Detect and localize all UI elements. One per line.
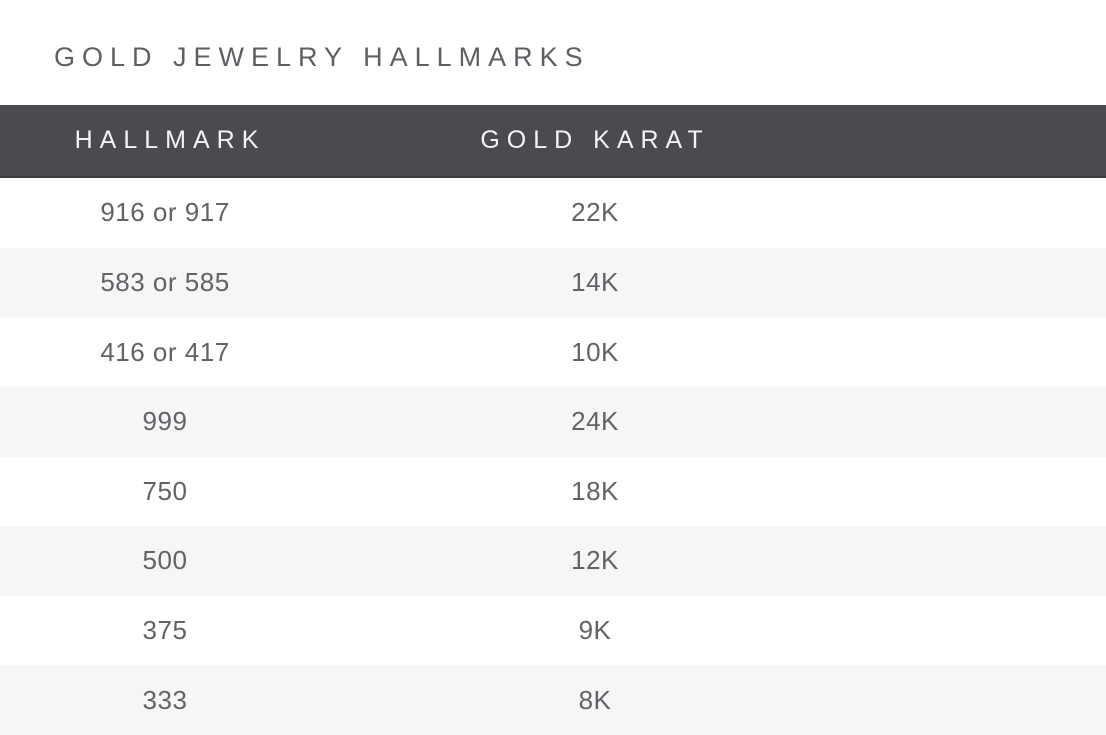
hallmarks-table-body bbox=[0, 178, 1106, 735]
hallmark-cell: 333 bbox=[142, 684, 188, 715]
table-row bbox=[0, 457, 1106, 527]
karat-cell: 8K bbox=[578, 684, 612, 715]
column-header-gold-karat: GOLD KARAT bbox=[480, 126, 710, 154]
hallmark-cell: 999 bbox=[142, 406, 188, 437]
hallmark-cell: 916 or 917 bbox=[100, 197, 230, 228]
table-row bbox=[0, 178, 1106, 248]
hallmark-cell: 583 or 585 bbox=[100, 266, 230, 297]
hallmark-cell: 500 bbox=[142, 545, 188, 576]
table-row bbox=[0, 596, 1106, 666]
hallmark-cell: 416 or 417 bbox=[100, 336, 230, 367]
karat-cell: 24K bbox=[571, 406, 619, 437]
table-row bbox=[0, 526, 1106, 596]
karat-cell: 12K bbox=[571, 545, 619, 576]
table-header-row bbox=[0, 105, 1106, 178]
table-row bbox=[0, 248, 1106, 318]
hallmark-cell: 375 bbox=[142, 615, 188, 646]
page-title: GOLD JEWELRY HALLMARKS bbox=[54, 42, 590, 72]
karat-cell: 14K bbox=[571, 266, 619, 297]
karat-cell: 10K bbox=[571, 336, 619, 367]
karat-cell: 18K bbox=[571, 475, 619, 506]
column-header-hallmark: HALLMARK bbox=[74, 126, 266, 154]
karat-cell: 9K bbox=[578, 615, 612, 646]
hallmark-cell: 750 bbox=[142, 475, 188, 506]
karat-cell: 22K bbox=[571, 197, 619, 228]
table-row bbox=[0, 387, 1106, 457]
table-row bbox=[0, 665, 1106, 735]
table-row bbox=[0, 317, 1106, 387]
